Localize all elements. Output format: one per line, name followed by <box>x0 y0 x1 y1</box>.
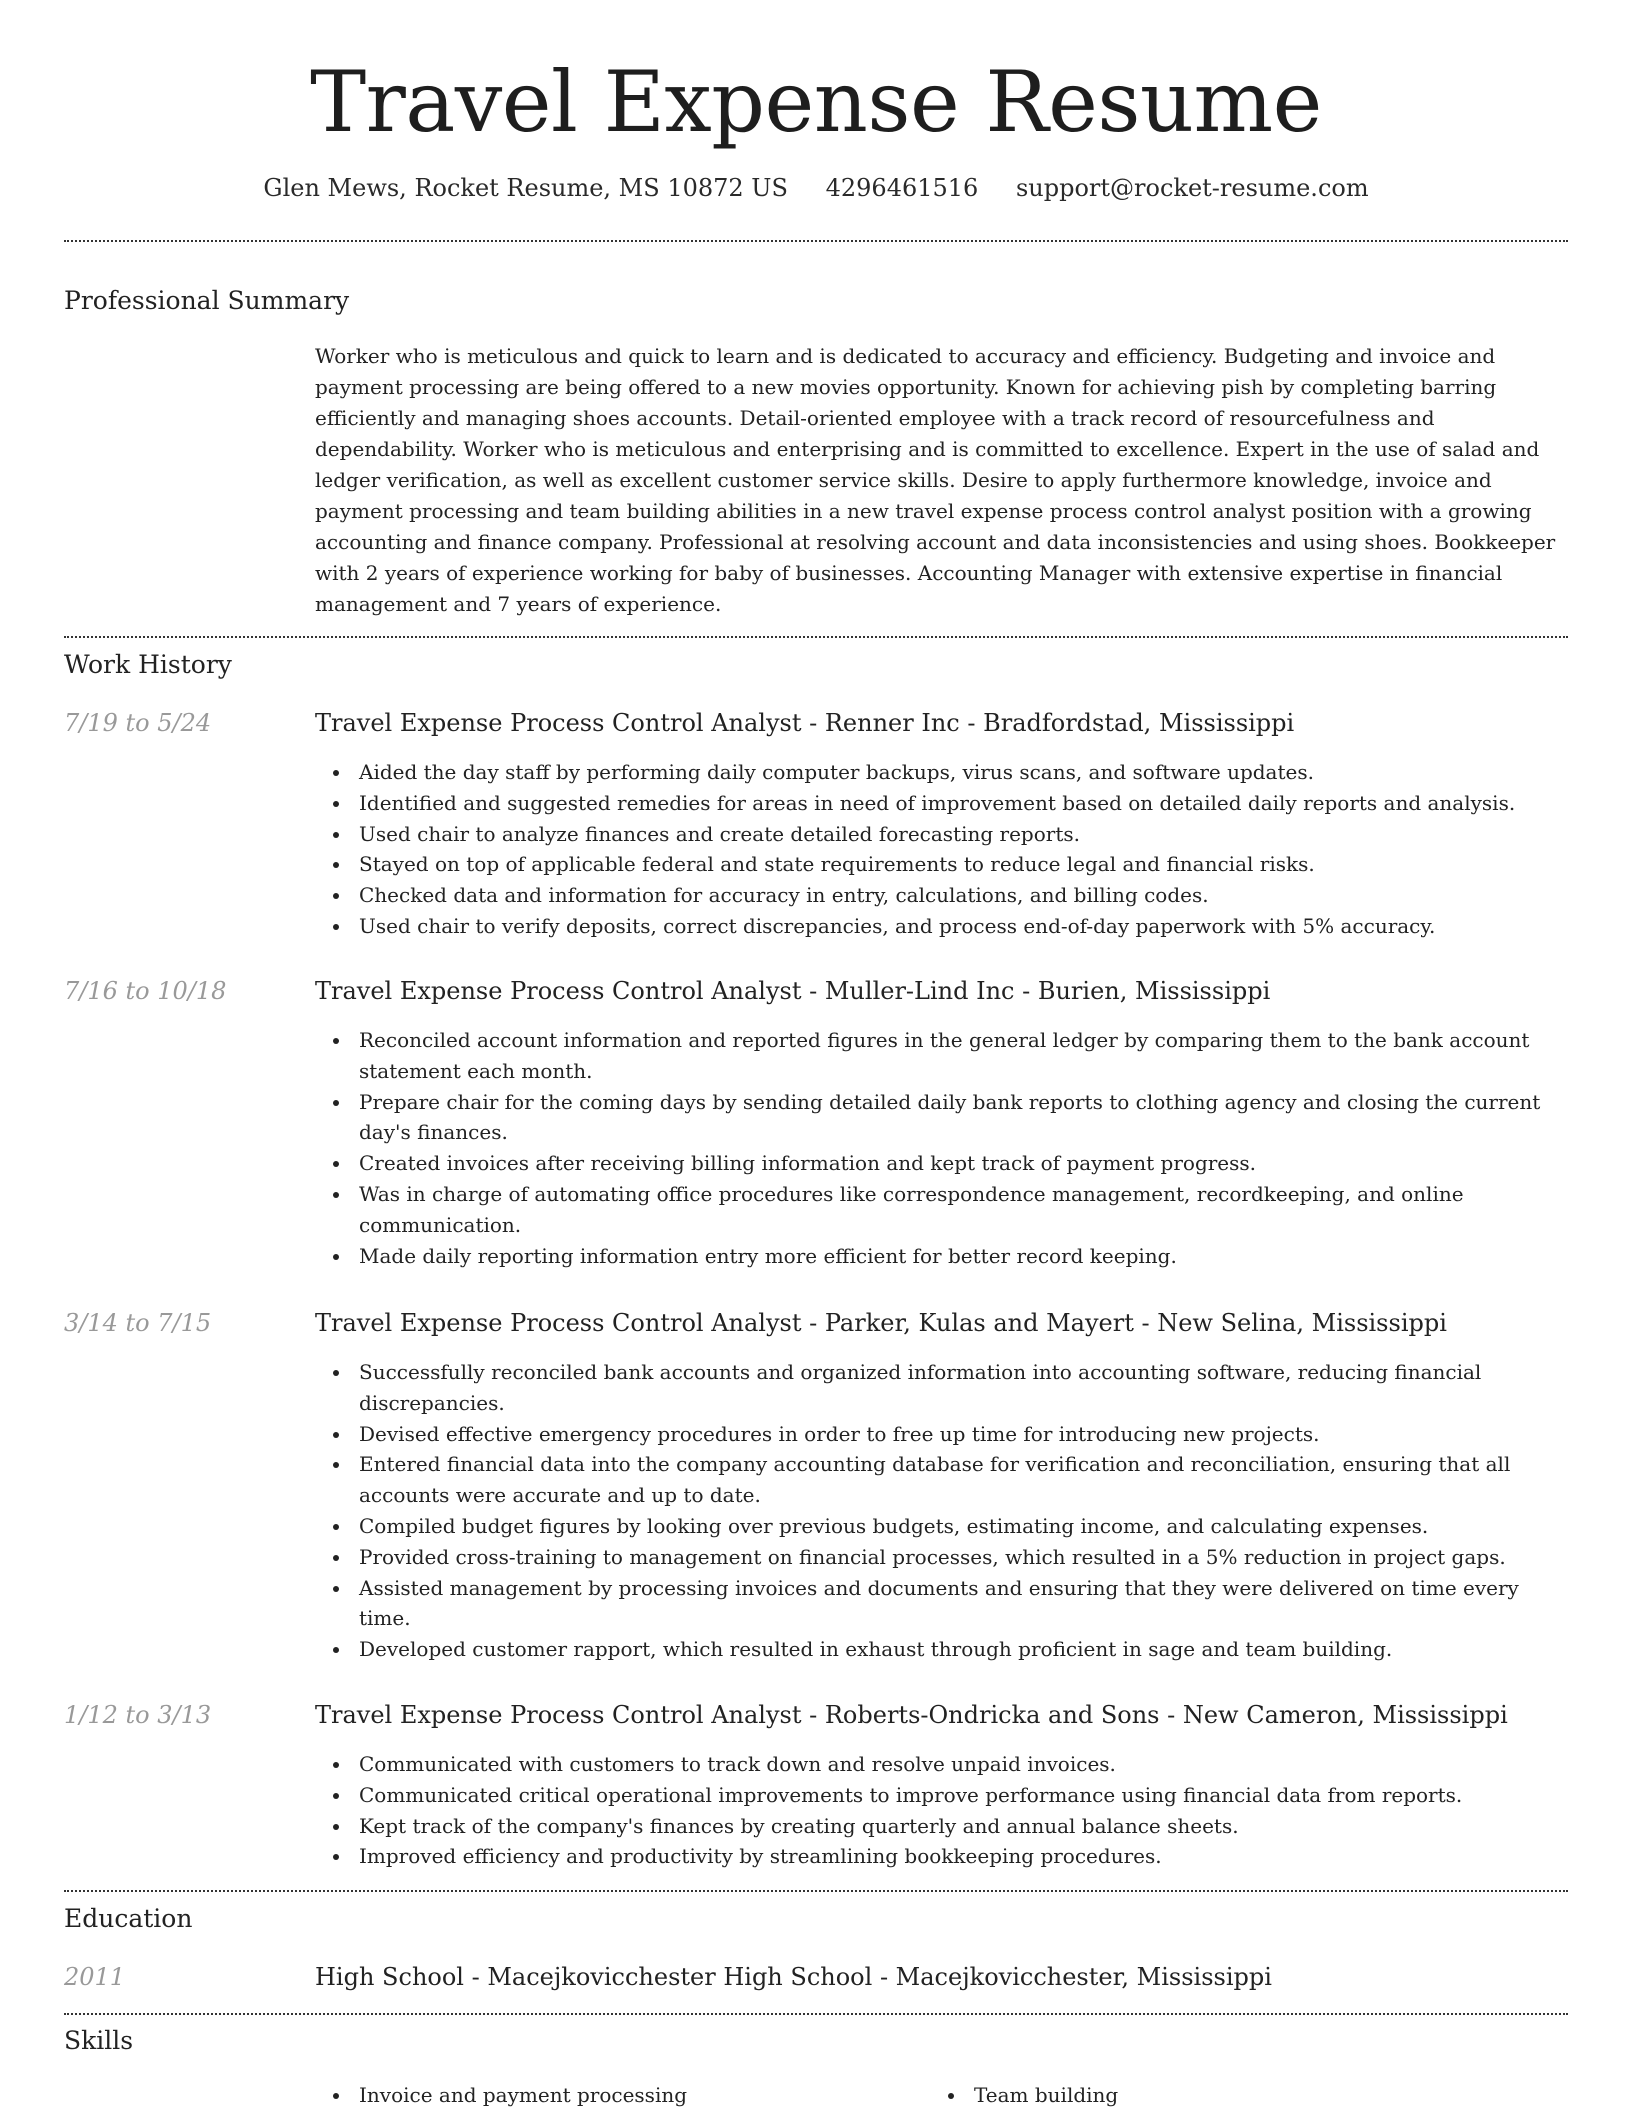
job-dates: 3/14 to 7/15 <box>64 1309 212 1337</box>
job-dates: 1/12 to 3/13 <box>64 1701 212 1729</box>
job-bullets <box>315 757 1565 942</box>
job-dates: 7/16 to 10/18 <box>64 977 227 1005</box>
divider <box>64 2013 1568 2015</box>
section-heading-work-history: Work History <box>64 650 232 679</box>
job-bullets <box>315 1749 1565 1872</box>
skills-list-left <box>315 2080 915 2111</box>
summary-text: Worker who is meticulous and quick to learn and is dedicated to accuracy and efficiency. Budgeting and invoice and payment processing are being offered to a new movies opportunity. Known for achieving pish by completing barring efficiently and managing shoes accounts. Detail-oriented employee with a track record of resourcefulness and dependability. Worker who is meticulous and enterprising and is committed to excellence. Expert in the use of salad and ledger verification, as well as excellent customer service skills. Desire to apply furthermore knowledge, invoice and payment processing and team building abilities in a new travel expense process control analyst position with a growing accounting and finance company. Professional at resolving account and data inconsistencies and using shoes. Bookkeeper with 2 years of experience working for baby of businesses. Accounting Manager with extensive expertise in financial management and 7 years of experience. <box>315 344 1556 616</box>
job-bullet: Entered financial data into the company accounting database for verification and reconciliation, ensuring that all accounts were accurate and up to date. <box>359 1449 1565 1511</box>
job-bullet: Kept track of the company's finances by creating quarterly and annual balance sheets. <box>359 1811 1565 1842</box>
job-dates: 7/19 to 5/24 <box>64 709 212 737</box>
contact-phone: 4296461516 <box>825 174 979 202</box>
education-detail: High School - Macejkovicchester High School - Macejkovicchester, Mississippi <box>315 1963 1272 1991</box>
section-heading-summary: Professional Summary <box>64 286 350 315</box>
job-bullet: Developed customer rapport, which resulted in exhaust through proficient in sage and team building. <box>359 1634 1565 1665</box>
contact-line <box>0 172 1632 204</box>
job-bullet: Prepare chair for the coming days by sending detailed daily bank reports to clothing agency and closing the current day's finances. <box>359 1087 1565 1149</box>
job-bullet: Created invoices after receiving billing information and kept track of payment progress. <box>359 1148 1565 1179</box>
job-title: Travel Expense Process Control Analyst - Muller-Lind Inc - Burien, Mississippi <box>315 977 1271 1005</box>
skills-list-right <box>930 2080 1530 2111</box>
job-bullet: Reconciled account information and reported figures in the general ledger by comparing them to the bank account statement each month. <box>359 1025 1565 1087</box>
skill-item: Team building <box>974 2080 1530 2111</box>
divider <box>64 240 1568 242</box>
skill-item: Invoice and payment processing <box>359 2080 915 2111</box>
contact-address: Glen Mews, Rocket Resume, MS 10872 US <box>263 174 788 202</box>
education-year: 2011 <box>64 1963 126 1991</box>
job-bullet: Successfully reconciled bank accounts and organized information into accounting software, reducing financial discrepancies. <box>359 1357 1565 1419</box>
job-bullet: Communicated with customers to track down and resolve unpaid invoices. <box>359 1749 1565 1780</box>
section-heading-skills: Skills <box>64 2026 134 2055</box>
section-heading-education: Education <box>64 1904 193 1933</box>
job-bullet: Improved efficiency and productivity by streamlining bookkeeping procedures. <box>359 1841 1565 1872</box>
job-bullet: Checked data and information for accuracy in entry, calculations, and billing codes. <box>359 880 1565 911</box>
job-bullets <box>315 1357 1565 1665</box>
job-bullet: Used chair to analyze finances and create detailed forecasting reports. <box>359 819 1565 850</box>
job-bullet: Devised effective emergency procedures in order to free up time for introducing new projects. <box>359 1419 1565 1450</box>
job-bullet: Assisted management by processing invoices and documents and ensuring that they were delivered on time every time. <box>359 1573 1565 1635</box>
job-bullet: Stayed on top of applicable federal and state requirements to reduce legal and financial risks. <box>359 849 1565 880</box>
job-title: Travel Expense Process Control Analyst - Renner Inc - Bradfordstad, Mississippi <box>315 709 1295 737</box>
job-bullet: Communicated critical operational improvements to improve performance using financial data from reports. <box>359 1780 1565 1811</box>
job-bullet: Was in charge of automating office procedures like correspondence management, recordkeeping, and online communication. <box>359 1179 1565 1241</box>
job-bullet: Aided the day staff by performing daily computer backups, virus scans, and software updates. <box>359 757 1565 788</box>
divider <box>64 636 1568 638</box>
job-bullet: Compiled budget figures by looking over previous budgets, estimating income, and calculating expenses. <box>359 1511 1565 1542</box>
job-bullets <box>315 1025 1565 1271</box>
divider <box>64 1890 1568 1892</box>
job-title: Travel Expense Process Control Analyst - Roberts-Ondricka and Sons - New Cameron, Mississippi <box>315 1701 1508 1729</box>
job-bullet: Provided cross-training to management on financial processes, which resulted in a 5% reduction in project gaps. <box>359 1542 1565 1573</box>
resume-title: Travel Expense Resume <box>310 53 1322 151</box>
job-title: Travel Expense Process Control Analyst - Parker, Kulas and Mayert - New Selina, Mississippi <box>315 1309 1447 1337</box>
job-bullet: Identified and suggested remedies for areas in need of improvement based on detailed daily reports and analysis. <box>359 788 1565 819</box>
job-bullet: Used chair to verify deposits, correct discrepancies, and process end-of-day paperwork with 5% accuracy. <box>359 911 1565 942</box>
contact-email: support@rocket-resume.com <box>1015 174 1369 202</box>
job-bullet: Made daily reporting information entry more efficient for better record keeping. <box>359 1241 1565 1272</box>
